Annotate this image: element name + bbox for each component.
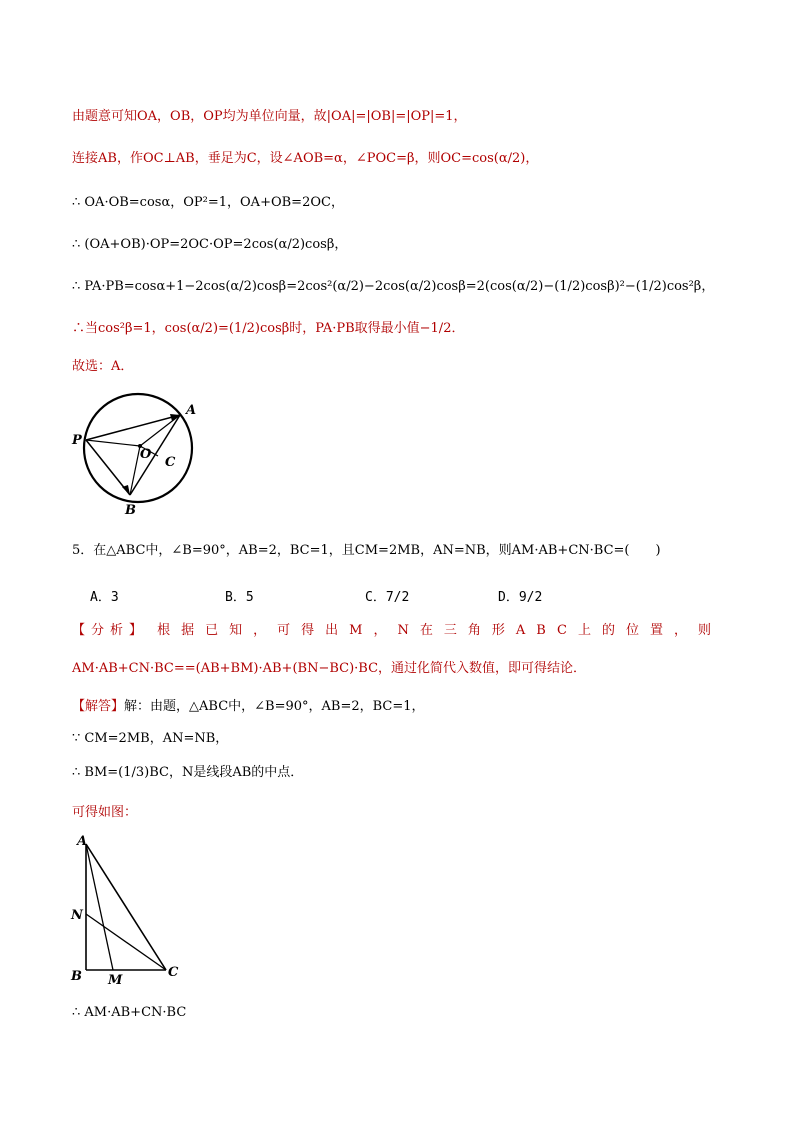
figure-triangle bbox=[66, 832, 196, 992]
line-14: 可得如图： bbox=[72, 805, 138, 820]
line-5: ∴ PA·PB=cosα+1−2cos(α/2)cosβ=2cos²(α/2)−2cos(α/2)cosβ=2(cos(α/2)−(1/2)cosβ)²−(1/2)cos²β， bbox=[72, 279, 715, 294]
line-11 bbox=[72, 698, 425, 716]
line-8-question: 5．在△ABC中，∠B=90°，AB=2，BC=1，且CM=2MB，AN=NB，则AM·AB+CN·BC=( ) bbox=[72, 543, 661, 558]
line-3: ∴ OA·OB=cosα，OP²=1，OA+OB=2OC， bbox=[72, 195, 344, 210]
figure-circle bbox=[70, 388, 200, 518]
choice-a: A．3 bbox=[90, 590, 119, 605]
label-C: C bbox=[165, 455, 176, 470]
line-1: 由题意可知OA，OB，OP均为单位向量，故|OA|=|OB|=|OP|=1， bbox=[72, 109, 467, 124]
label-A2: A bbox=[77, 834, 88, 849]
answer-tag: 【解答】 bbox=[72, 699, 125, 714]
answer-text: 解：由题，△ABC中，∠B=90°，AB=2，BC=1， bbox=[124, 699, 425, 714]
label-M: M bbox=[108, 973, 123, 988]
line-6: ∴当cos²β=1，cos(α/2)=(1/2)cosβ时，PA·PB取得最小值−1/2． bbox=[72, 321, 465, 336]
label-A: A bbox=[186, 403, 197, 418]
line-7: 故选：A． bbox=[72, 359, 134, 374]
choice-d: D．9/2 bbox=[498, 590, 543, 605]
label-O: O bbox=[140, 447, 152, 462]
analysis-tag: 【分析】 bbox=[72, 623, 149, 638]
label-B: B bbox=[125, 503, 136, 518]
choice-c: C．7/2 bbox=[365, 590, 410, 605]
line-2: 连接AB，作OC⊥AB，垂足为C，设∠AOB=α，∠POC=β，则OC=cos(α/2)， bbox=[72, 151, 539, 166]
line-10: AM·AB+CN·BC==(AB+BM)·AB+(BN−BC)·BC，通过化简代入数值，即可得结论． bbox=[72, 661, 587, 676]
choice-b: B．5 bbox=[225, 590, 254, 605]
line-4: ∴ (OA+OB)·OP=2OC·OP=2cos(α/2)cosβ， bbox=[72, 237, 348, 252]
label-N: N bbox=[71, 908, 83, 923]
analysis-row bbox=[72, 622, 722, 640]
label-B2: B bbox=[71, 969, 82, 984]
analysis-text: 根据已知，可得出M，N在三角形ABC上的位置，则 bbox=[157, 623, 722, 638]
line-13: ∴ BM=(1/3)BC，N是线段AB的中点． bbox=[72, 765, 304, 780]
label-C2: C bbox=[168, 965, 179, 980]
label-P: P bbox=[72, 433, 82, 448]
line-15: ∴ AM·AB+CN·BC bbox=[72, 1005, 187, 1020]
line-12: ∵ CM=2MB，AN=NB， bbox=[72, 731, 229, 746]
